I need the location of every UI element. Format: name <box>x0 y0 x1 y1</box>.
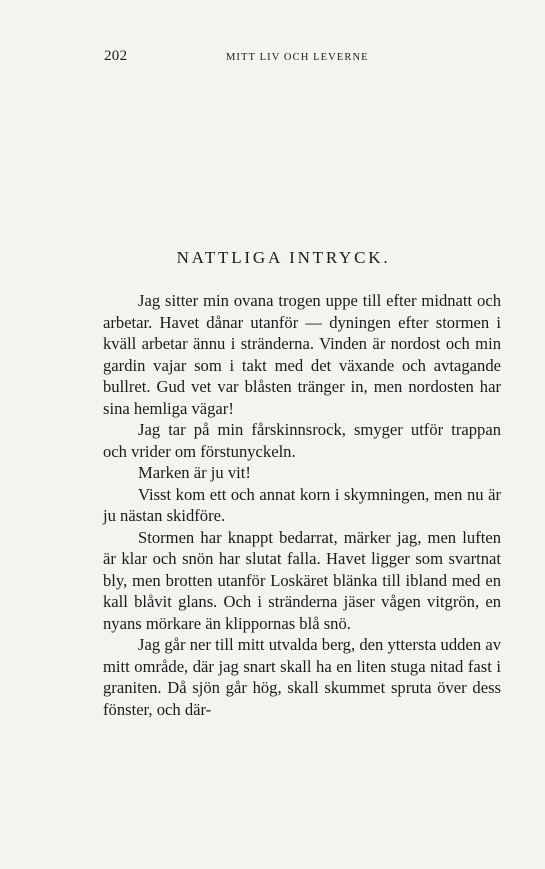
paragraph: Jag sitter min ovana trogen uppe till efter midnatt och arbetar. Havet dånar utanför — dyningen efter stormen i kväll arbetar ännu i stränderna. Vinden är nordost och min gardin vajar som i takt med det växande och avtagande bullret. Gud vet var blåsten tränger in, men nordosten har sina hemliga vägar! <box>103 291 501 418</box>
running-header: MITT LIV OCH LEVERNE <box>226 52 369 63</box>
paragraph: Jag tar på min fårskinnsrock, smyger utför trappan och vrider om förstunyckeln. <box>103 420 501 461</box>
paragraph: Stormen har knappt bedarrat, märker jag, men luften är klar och snön har slutat falla. Havet ligger som svartnat bly, men brotten utanför Loskäret blänka till ibland med en kall blåvit glans. Och i stränderna jäser vågen vitgrön, en nyans mörkare än klippornas blå snö. <box>103 527 501 633</box>
page-number: 202 <box>104 48 128 64</box>
paragraph: Jag går ner till mitt utvalda berg, den yttersta udden av mitt område, där jag snart skall ha en liten stuga nitad fast i graniten. Då sjön går hög, skall skummet spruta över dess fönster, och där- <box>103 635 501 719</box>
body-text <box>103 290 501 720</box>
chapter-title: NATTLIGA INTRYCK. <box>176 248 391 267</box>
paragraph: Marken är ju vit! <box>138 463 251 482</box>
paragraph: Visst kom ett och annat korn i skymningen, men nu är ju nästan skidföre. <box>103 484 501 525</box>
